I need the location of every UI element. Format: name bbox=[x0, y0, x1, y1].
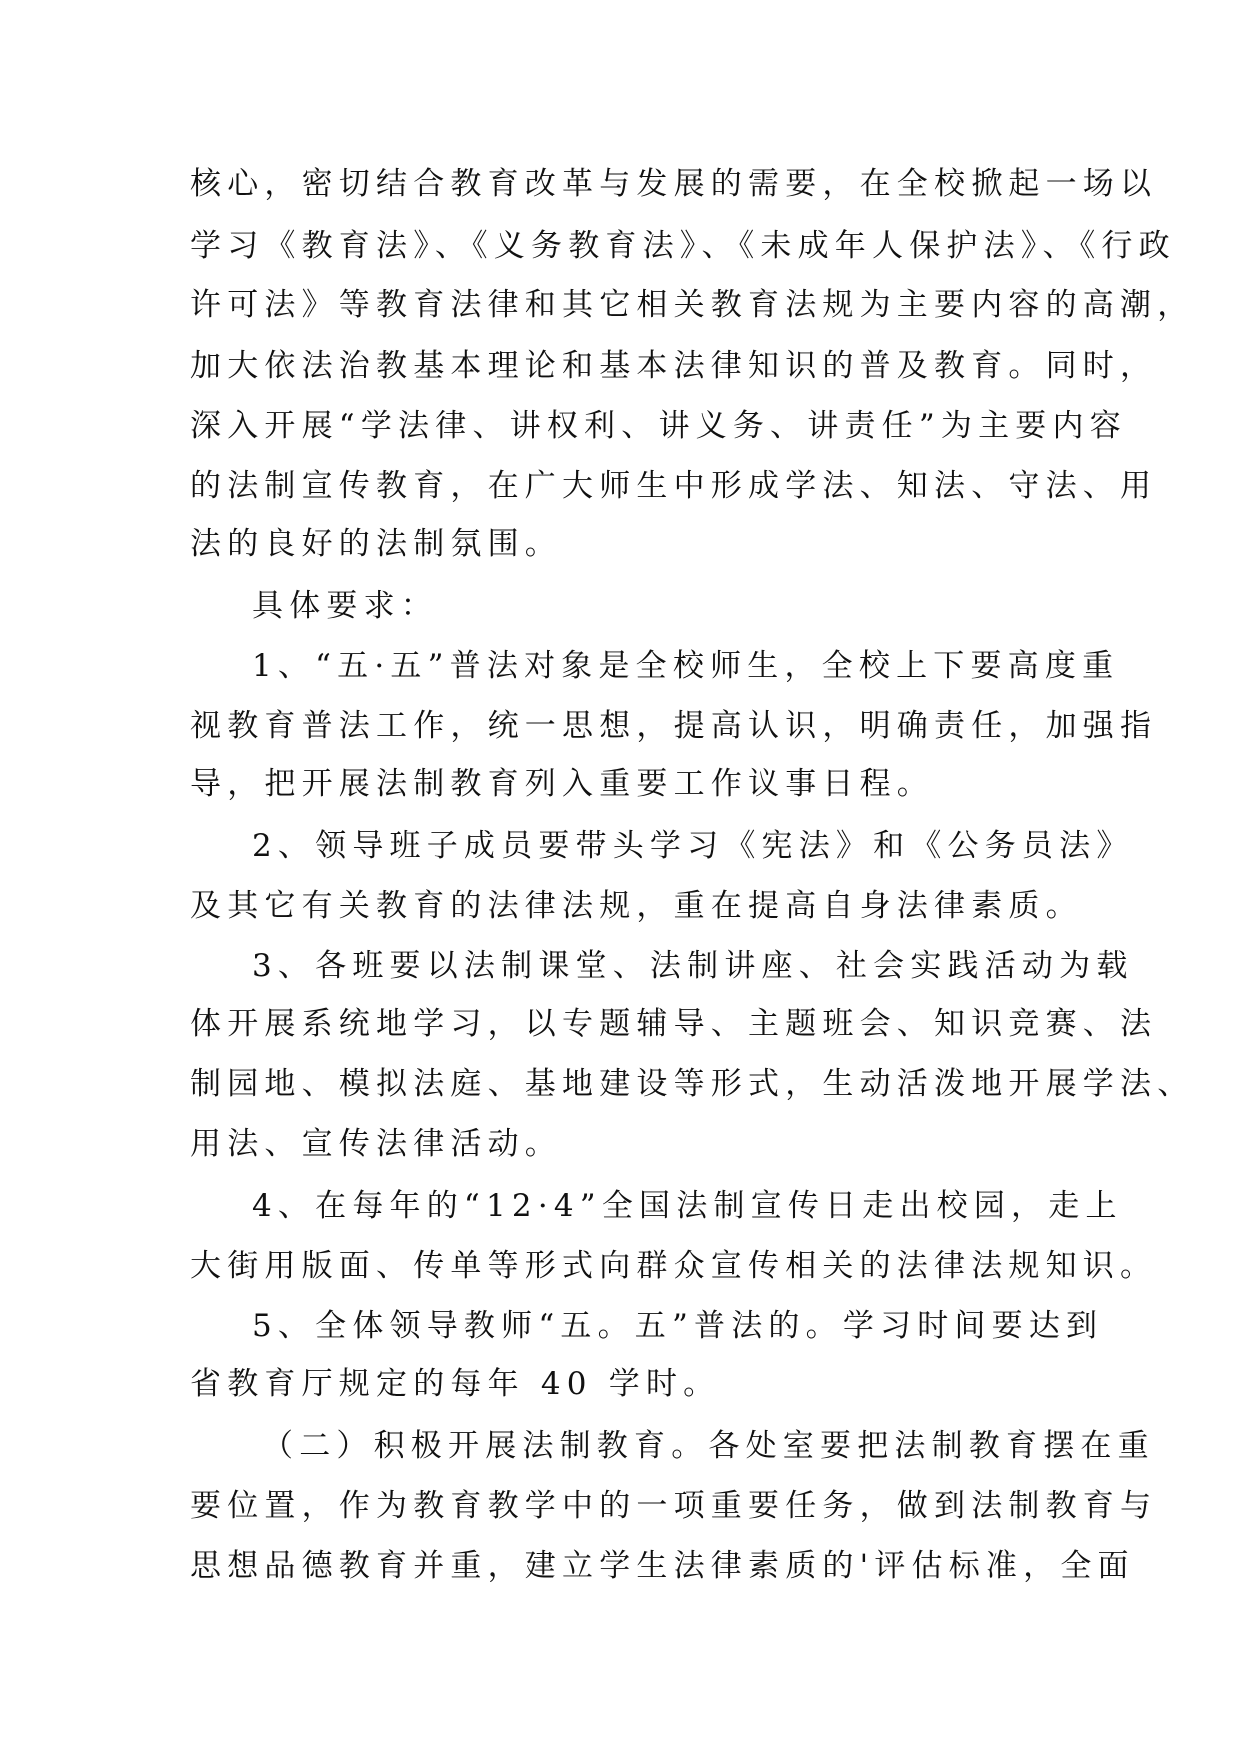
text-line: （二）积极开展法制教育。各处室要把法制教育摆在重 bbox=[262, 1428, 1155, 1464]
text-line: 1、“五·五”普法对象是全校师生，全校上下要高度重 bbox=[252, 648, 1120, 684]
text-line: 用法、宣传法律活动。 bbox=[190, 1126, 562, 1162]
text-line: 学习《教育法》、《义务教育法》、《未成年人保护法》、《行政 bbox=[190, 228, 1176, 264]
text-line: 核心，密切结合教育改革与发展的需要，在全校掀起一场以 bbox=[190, 166, 1158, 202]
text-line: 体开展系统地学习，以专题辅导、主题班会、知识竞赛、法 bbox=[190, 1006, 1158, 1042]
text-line: 大街用版面、传单等形式向群众宣传相关的法律法规知识。 bbox=[190, 1248, 1158, 1284]
section-heading: 具体要求： bbox=[252, 588, 438, 624]
text-line: 许可法》等教育法律和其它相关教育法规为主要内容的高潮， bbox=[190, 287, 1195, 323]
text-line: 省教育厅规定的每年 40 学时。 bbox=[190, 1366, 721, 1402]
text-line: 的法制宣传教育，在广大师生中形成学法、知法、守法、用 bbox=[190, 468, 1158, 504]
text-line: 法的良好的法制氛围。 bbox=[190, 526, 562, 562]
text-line: 3、各班要以法制课堂、法制讲座、社会实践活动为载 bbox=[252, 948, 1134, 984]
text-line: 要位置，作为教育教学中的一项重要任务，做到法制教育与 bbox=[190, 1488, 1158, 1524]
text-line: 制园地、模拟法庭、基地建设等形式，生动活泼地开展学法、 bbox=[190, 1066, 1195, 1102]
text-line: 加大依法治教基本理论和基本法律知识的普及教育。同时， bbox=[190, 348, 1158, 384]
text-line: 思想品德教育并重，建立学生法律素质的'评估标准，全面 bbox=[190, 1548, 1135, 1584]
text-line: 5、全体领导教师“五。五”普法的。学习时间要达到 bbox=[252, 1308, 1104, 1344]
text-line: 2、领导班子成员要带头学习《宪法》和《公务员法》 bbox=[252, 828, 1134, 864]
text-line: 4、在每年的“12·4”全国法制宣传日走出校园，走上 bbox=[252, 1188, 1123, 1224]
text-line: 导，把开展法制教育列入重要工作议事日程。 bbox=[190, 766, 934, 802]
text-line: 视教育普法工作，统一思想，提高认识，明确责任，加强指 bbox=[190, 708, 1158, 744]
text-line: 及其它有关教育的法律法规，重在提高自身法律素质。 bbox=[190, 888, 1083, 924]
text-line: 深入开展“学法律、讲权利、讲义务、讲责任”为主要内容 bbox=[190, 408, 1127, 444]
